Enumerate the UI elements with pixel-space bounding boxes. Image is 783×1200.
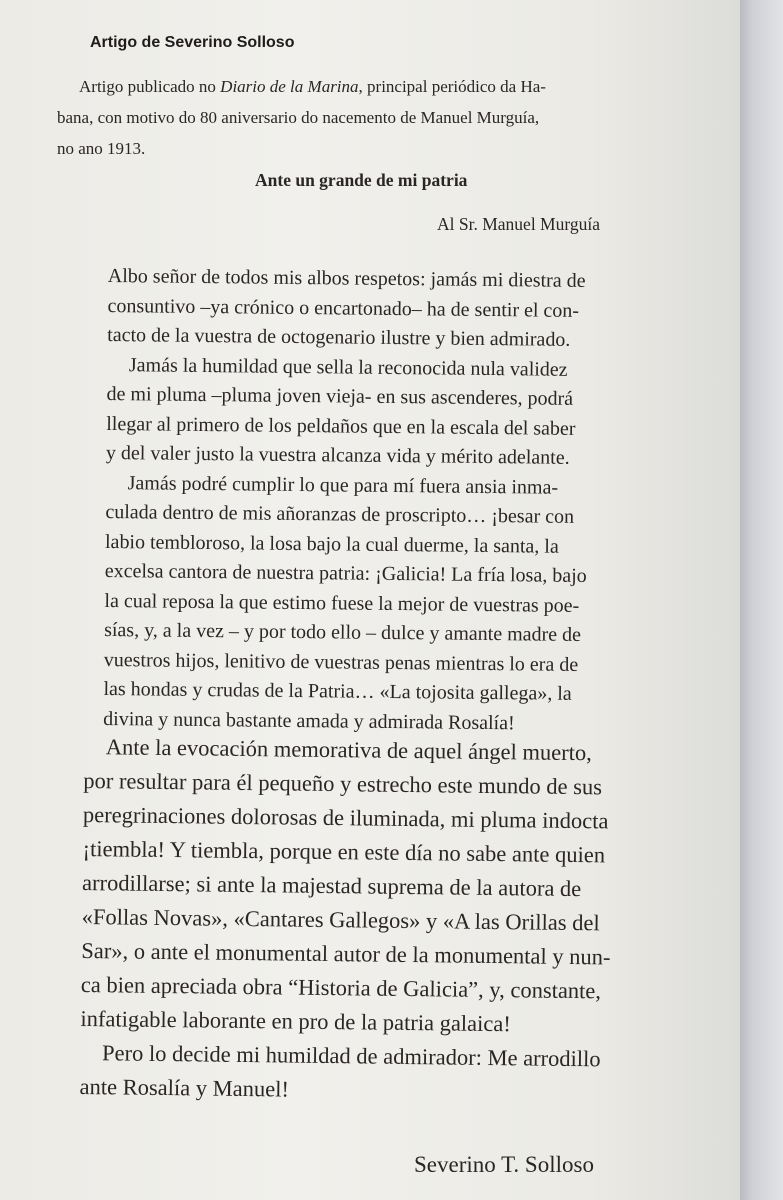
intro-text: Artigo publicado no [79, 77, 221, 96]
body-line: consuntivo –ya crónico o encartonado– ha de sentir el con- [107, 294, 580, 322]
intro-text: , principal periódico da Ha- [358, 77, 546, 96]
article-title: Ante un grande de mi patria [255, 170, 468, 190]
intro-paragraph [57, 71, 697, 164]
newspaper-name: Diario de la Marina [220, 77, 359, 96]
body-line: Albo señor de todos mis albos respetos: jamás mi diestra de [107, 264, 586, 293]
intro-line: no ano 1913. [57, 139, 146, 158]
body-line: llegar al primero de los peldaños que en la escala del saber [106, 412, 576, 440]
body-line: «Follas Novas», «Cantares Gallegos» y «A las Orillas del [81, 903, 600, 936]
page-edge [740, 0, 783, 1200]
body-line: vuestros hijos, lenitivo de vuestras penas mientras lo era de [103, 648, 579, 676]
intro-line: bana, con motivo do 80 aniversario do nacemento de Manuel Murguía, [57, 108, 540, 127]
body-line: Jamás la humildad que sella la reconocida nula validez [128, 353, 568, 381]
body-line: por resultar para él pequeño y estrecho este mundo de sus [83, 767, 603, 800]
body-line: culada dentro de mis añoranzas de proscripto… ¡besar con [105, 500, 575, 528]
body-line: la cual reposa la que estimo fuese la mejor de vuestras poe- [104, 589, 580, 617]
body-line: Jamás podré cumplir lo que para mí fuera ansia inma- [127, 471, 559, 499]
body-line: excelsa cantora de nuestra patria: ¡Galicia! La fría losa, bajo [104, 559, 587, 588]
body-line: Sar», o ante el monumental autor de la monumental y nun- [81, 937, 611, 970]
body-line: tacto de la vuestra de octogenario ilustre y bien admirado. [107, 323, 571, 351]
body-line: ante Rosalía y Manuel! [79, 1073, 290, 1102]
intro-line [57, 71, 697, 102]
body-line: las hondas y crudas de la Patria… «La tojosita gallega», la [103, 677, 572, 705]
body-text-upper [103, 262, 668, 740]
body-line: sías, y, a la vez – y por todo ello – dulce y amante madre de [104, 618, 582, 646]
body-text-lower [79, 730, 724, 1112]
body-line: peregrinaciones dolorosas de iluminada, mi pluma indocta [82, 801, 609, 834]
section-heading: Artigo de Severino Solloso [90, 34, 295, 51]
body-line: y del valer justo la vuestra alcanza vida y mérito adelante. [105, 441, 570, 469]
signature: Severino T. Solloso [414, 1152, 594, 1177]
body-line: Ante la evocación memorativa de aquel ángel muerto, [105, 734, 592, 766]
body-line: ca bien apreciada obra “Historia de Galicia”, y, constante, [80, 971, 602, 1004]
body-line: infatigable laborante en pro de la patria galaica! [80, 1005, 512, 1037]
body-line: divina y nunca bastante amada y admirada Rosalía! [103, 707, 515, 734]
body-line: labio tembloroso, la losa bajo la cual duerme, la santa, la [104, 530, 559, 558]
body-line: arrodillarse; si ante la majestad suprema de la autora de [81, 869, 582, 902]
dedication: Al Sr. Manuel Murguía [437, 214, 601, 234]
body-line: ¡tiembla! Y tiembla, porque en este día no sabe ante quien [82, 835, 606, 868]
body-line: Pero lo decide mi humildad de admirador: Me arrodillo [101, 1040, 601, 1072]
body-line: de mi pluma –pluma joven vieja- en sus ascenderes, podrá [106, 382, 574, 410]
